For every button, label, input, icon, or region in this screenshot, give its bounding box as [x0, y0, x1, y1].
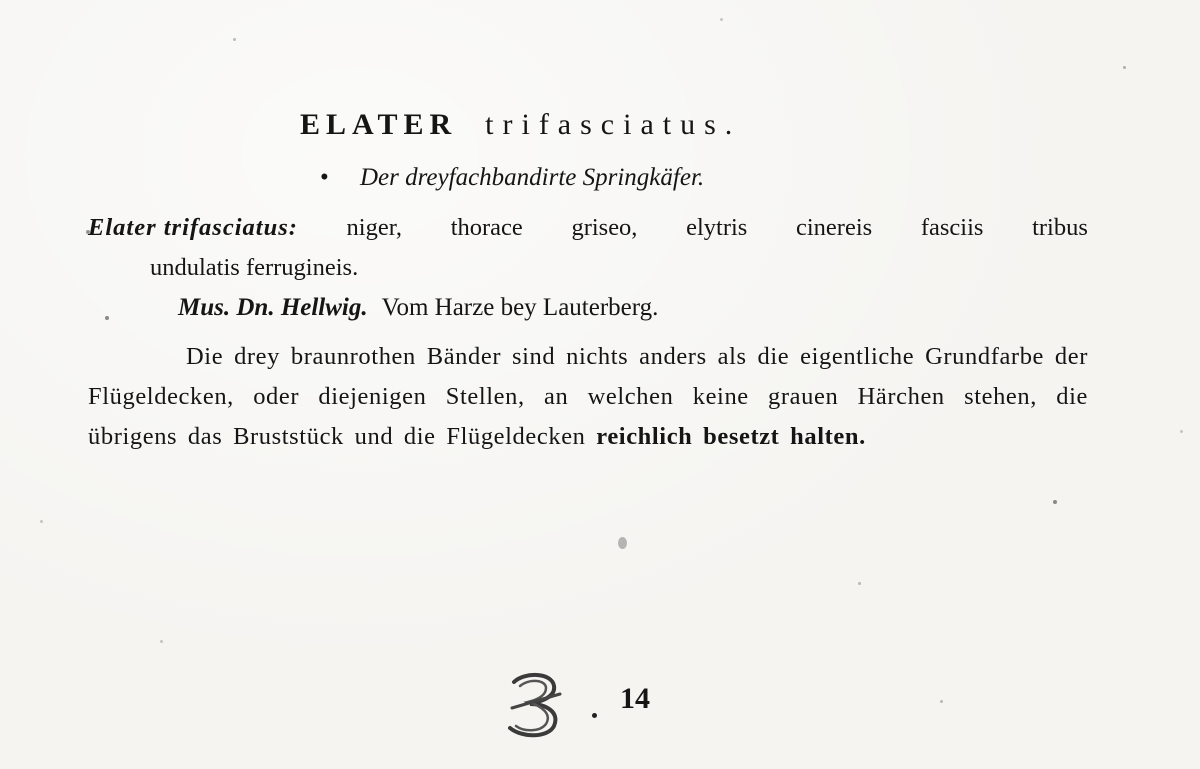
title [300, 108, 741, 142]
description-end: reichlich besetzt halten. [596, 423, 866, 450]
diagnosis-line-1 [88, 208, 1088, 248]
diagnosis-line-2: undulatis ferrugineis. [150, 254, 359, 281]
paper-speck [858, 582, 861, 585]
page-number: 14 [620, 682, 650, 715]
paper-speck [940, 700, 943, 703]
locality: Vom Harze bey Lauterberg. [381, 294, 659, 321]
paper-speck [720, 18, 723, 21]
diagnosis-word: cinereis [796, 214, 873, 241]
bullet-mark: • [320, 164, 329, 191]
species-name: trifasciatus. [485, 108, 742, 141]
museum-reference: Mus. Dn. Hellwig. [178, 294, 368, 321]
paper-speck [1180, 430, 1183, 433]
paper-speck [1123, 66, 1126, 69]
diagnosis-word: fasciis [920, 214, 984, 241]
paper-speck [105, 316, 109, 320]
diagnosis-word: niger, [346, 214, 403, 241]
diagnosis-word: thorace [450, 214, 523, 241]
paper-speck [233, 38, 236, 41]
paper-speck [618, 537, 627, 549]
common-name-line [320, 164, 704, 192]
common-name: Der dreyfachbandirte Springkäfer. [360, 164, 705, 191]
diagnosis [88, 208, 1093, 288]
diagnosis-lead: Elater trifasciatus: [88, 214, 298, 241]
genus-name: ELATER [300, 108, 458, 141]
paper-speck [40, 520, 43, 523]
ink-dot [592, 713, 597, 718]
diagnosis-word: griseo, [571, 214, 638, 241]
paper-speck [160, 640, 163, 643]
diagnosis-word: tribus [1032, 214, 1088, 241]
habitat-line [178, 294, 658, 322]
description-paragraph [88, 337, 1088, 457]
diagnosis-word: elytris [686, 214, 748, 241]
paper-speck [1053, 500, 1057, 504]
description-body: Die drey braunrothen Bänder sind nichts anders als die eigentliche Grundfarbe der Flügeldecken, oder diejenigen Stellen, an welchen keine grauen Härchen stehen, die übrigens das Bruststück und die Flügeldecken [88, 343, 1088, 450]
handwritten-three-mark [500, 668, 570, 740]
